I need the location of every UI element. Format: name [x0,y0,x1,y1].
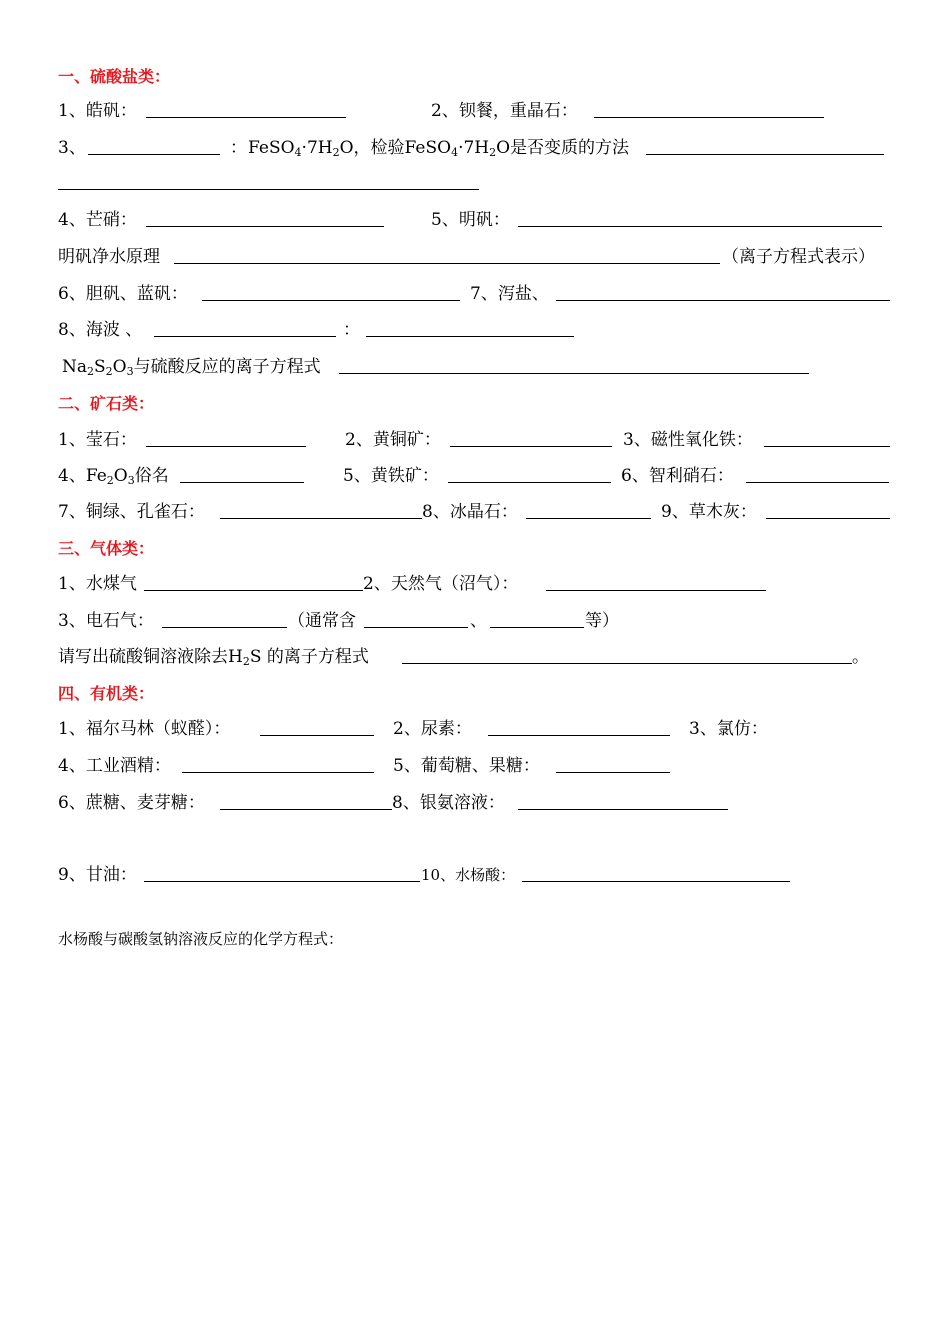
answer-blank[interactable] [764,429,890,447]
answer-blank[interactable] [556,755,670,773]
question-colon: ： [343,320,360,340]
answer-blank[interactable] [522,864,790,882]
answer-blank[interactable] [220,501,422,519]
question-label: 9、甘油： [58,865,137,885]
question-label: （通常含 [288,611,356,631]
question-note: （离子方程式表示） [722,247,875,267]
question-label: 8、海波 、 [58,320,143,340]
question-label: 5、黄铁矿： [343,466,439,486]
answer-blank[interactable] [220,792,392,810]
question-note: 等） [585,611,619,631]
question-label: 9、草木灰： [661,502,757,522]
question-label: 6、智利硝石： [621,466,734,486]
answer-blank[interactable] [526,501,651,519]
answer-blank[interactable] [646,137,884,155]
answer-blank[interactable] [364,610,468,628]
question-label: 1、莹石： [58,430,137,450]
question-label: 1、福尔马林（蚁醛）： [58,719,231,739]
formula-h2s: 请写出硫酸铜溶液除去$H_2S$ 的离子方程式 [58,647,369,668]
question-label: 8、冰晶石： [422,502,518,522]
question-label: 5、葡萄糖、果糖： [393,756,540,776]
answer-blank[interactable] [366,319,574,337]
answer-blank[interactable] [180,465,304,483]
section-title-organics: 四、有机类： [58,684,155,703]
answer-blank[interactable] [488,718,670,736]
answer-blank[interactable] [182,755,374,773]
question-label: 3、 [58,138,86,158]
question-label: 5、明矾： [431,210,510,230]
question-label: 2、黄铜矿： [345,430,441,450]
answer-blank[interactable] [88,137,220,155]
answer-blank[interactable] [58,172,479,190]
question-label: 8、银氨溶液： [392,793,505,813]
answer-blank[interactable] [146,100,346,118]
question-label: 6、蔗糖、麦芽糖： [58,793,205,813]
question-label: 3、磁性氧化铁： [623,430,753,450]
answer-blank[interactable] [146,429,306,447]
answer-blank[interactable] [154,319,336,337]
answer-blank[interactable] [339,356,809,374]
answer-blank[interactable] [174,246,720,264]
answer-blank[interactable] [766,501,890,519]
question-label: 2、钡餐，重晶石： [431,101,578,121]
answer-blank[interactable] [546,573,766,591]
answer-blank[interactable] [146,209,384,227]
question-label: 10、水杨酸： [421,866,516,884]
answer-blank[interactable] [144,864,420,882]
question-label: 3、氯仿： [689,719,768,739]
section-title-gases: 三、气体类： [58,539,155,558]
separator: 、 [470,611,487,631]
section-title-minerals: 二、矿石类： [58,394,155,413]
answer-blank[interactable] [556,283,890,301]
answer-blank[interactable] [518,209,882,227]
answer-blank[interactable] [144,573,363,591]
question-label: 1、皓矾： [58,101,137,121]
question-label: 3、电石气： [58,611,154,631]
formula-na2s2o3: $Na_2S_2O_3$与硫酸反应的离子方程式 [62,357,321,378]
final-question: 水杨酸与碳酸氢钠溶液反应的化学方程式： [58,930,344,948]
question-label: 4、芒硝： [58,210,137,230]
answer-blank[interactable] [746,465,889,483]
answer-blank[interactable] [260,718,374,736]
formula-feso4: $FeSO_4\cdot 7H_2O$，检验$FeSO_4\cdot 7H_2O$是否变质的方法 [248,138,630,159]
answer-blank[interactable] [450,429,612,447]
question-colon: ： [230,138,247,158]
question-label: 7、泻盐、 [470,284,549,304]
section-title-sulfates: 一、硫酸盐类： [58,67,171,86]
question-label: 1、水煤气 [58,574,137,594]
question-label: 7、铜绿、孔雀石： [58,502,205,522]
question-label: 明矾净水原理 [58,247,160,267]
answer-blank[interactable] [594,100,824,118]
answer-blank[interactable] [162,610,287,628]
answer-blank[interactable] [448,465,611,483]
answer-blank[interactable] [402,646,852,664]
question-label: 4、工业酒精： [58,756,171,776]
period: 。 [852,647,869,667]
answer-blank[interactable] [202,283,460,301]
answer-blank[interactable] [490,610,584,628]
question-label: 6、胆矾、蓝矾： [58,284,188,304]
question-label: 2、尿素： [393,719,472,739]
question-label: 2、天然气（沼气）： [363,574,519,594]
formula-fe2o3: 4、$Fe_2O_3$俗名 [58,466,169,487]
answer-blank[interactable] [518,792,728,810]
